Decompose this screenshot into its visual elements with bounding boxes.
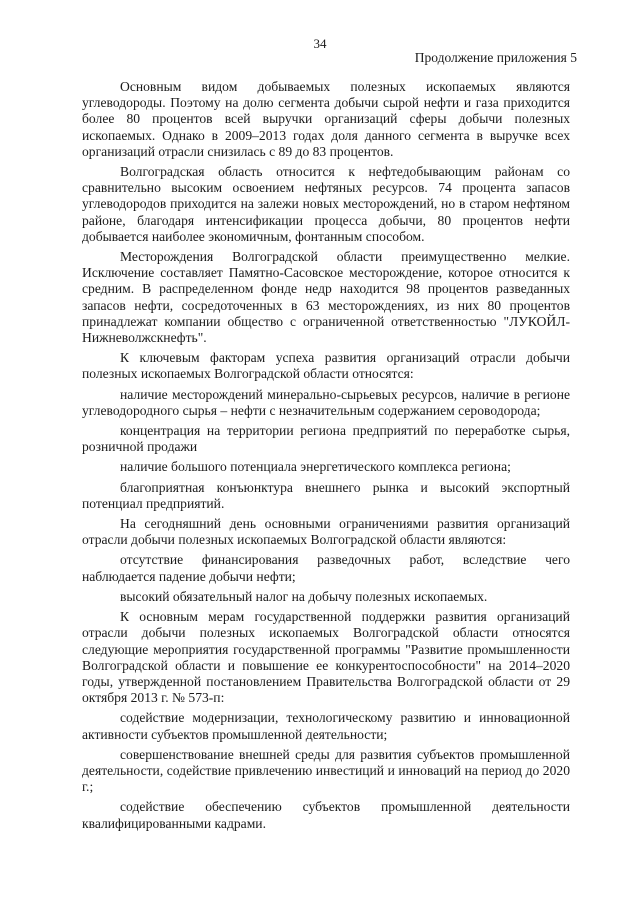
list-item-no-financing: отсутствие финансирования разведочных работ, вследствие чего наблюдается падение добычи нефти; — [82, 552, 570, 584]
document-body — [82, 79, 570, 836]
list-item-modernization: содействие модернизации, технологическому развитию и инновационной активности субъектов промышленной деятельности; — [82, 710, 570, 742]
paragraph-deposits: Месторождения Волгоградской области преимущественно мелкие. Исключение составляет Памятно-Сасовское месторождение, которое относится к средним. В распределенном фонде недр находится 98 процентов разведанных запасов нефти, сосредоточенных в 63 месторождениях, из них 80 процентов принадлежат компании общество с ограниченной ответственностью "ЛУКОЙЛ-Нижневолжскнефть". — [82, 249, 570, 346]
list-item-personnel: содействие обеспечению субъектов промышленной деятельности квалифицированными кадрами. — [82, 799, 570, 831]
list-item-energy: наличие большого потенциала энергетического комплекса региона; — [120, 459, 511, 475]
appendix-continuation-label: Продолжение приложения 5 — [414, 50, 577, 65]
paragraph-state-support-intro: К основным мерам государственной поддержки развития организаций отрасли добычи полезных ископаемых Волгоградской области относятся следующие мероприятия государственной программы "Развитие промышленности Волгоградской области и повышение ее конкурентоспособности" на 2014–2020 годы, утвержденной постановлением Правительства Волгоградской области от 29 октября 2013 г. № 573-п: — [82, 609, 570, 706]
paragraph-hydrocarbons: Основным видом добываемых полезных ископаемых являются углеводороды. Поэтому на долю сегмента добычи сырой нефти и газа приходится более 80 процентов всей выручки организаций сферы добычи полезных ископаемых. Однако в 2009–2013 годах доля данного сегмента в выручке всех организаций отрасли снизилась с 89 до 83 процентов. — [82, 79, 570, 159]
list-item-environment: совершенствование внешней среды для развития субъектов промышленной деятельности, содействие привлечению инвестиций и инноваций на период до 2020 г.; — [82, 746, 570, 795]
list-item-high-tax: высокий обязательный налог на добычу полезных ископаемых. — [120, 588, 488, 604]
paragraph-oil-region: Волгоградская область относится к нефтедобывающим районам со сравнительно высоким освоением нефтяных ресурсов. 74 процента запасов углеводородов приходится на залежи новых месторождений, но в старом нефтяном районе, благодаря интенсификации процесса добычи, 80 процентов нефти добывается наиболее экономичным, фонтанным способом. — [82, 164, 570, 244]
list-item-market: благоприятная конъюнктура внешнего рынка и высокий экспортный потенциал предприятий. — [82, 479, 570, 511]
page-number: 34 — [313, 36, 327, 51]
list-item-processing: концентрация на территории региона предприятий по переработке сырья, розничной продажи — [82, 423, 570, 455]
paragraph-limitations-intro: На сегодняшний день основными ограничениями развития организаций отрасли добычи полезных ископаемых Волгоградской области являются: — [82, 516, 570, 548]
list-item-resources: наличие месторождений минерально-сырьевых ресурсов, наличие в регионе углеводородного сырья – нефти с незначительным содержанием сероводорода; — [82, 386, 570, 418]
paragraph-success-factors-intro: К ключевым факторам успеха развития организаций отрасли добычи полезных ископаемых Волгоградской области относятся: — [82, 350, 570, 382]
